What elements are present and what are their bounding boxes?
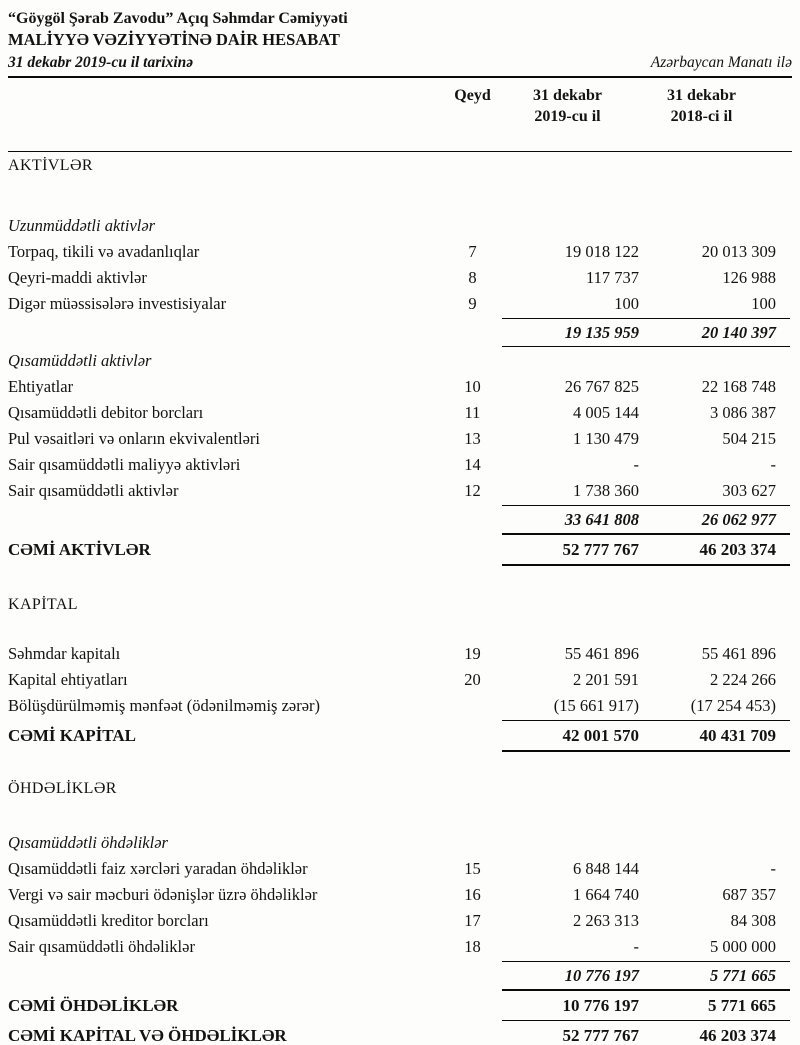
row-note: 11 bbox=[464, 403, 481, 422]
subtotal-row-current-liabilities bbox=[8, 963, 792, 988]
subtotal-value-2018: 5 771 665 bbox=[710, 966, 776, 985]
column-header-note: Qeyd bbox=[454, 87, 491, 104]
row-value-2018: (17 254 453) bbox=[690, 696, 776, 715]
total-rule bbox=[502, 533, 790, 535]
row-note: 20 bbox=[464, 670, 481, 689]
section-heading-equity: KAPİTAL bbox=[8, 596, 78, 613]
row-value-2019: 2 201 591 bbox=[573, 670, 639, 689]
section-heading-liabilities: ÖHDƏLİKLƏR bbox=[8, 780, 117, 797]
row-note: 9 bbox=[468, 294, 477, 313]
subtotal-rule bbox=[502, 961, 790, 962]
table-row bbox=[8, 908, 792, 934]
table-row bbox=[8, 374, 792, 400]
table-row bbox=[8, 882, 792, 908]
row-value-2018: 84 308 bbox=[730, 911, 776, 930]
row-note: 18 bbox=[464, 937, 481, 956]
row-value-2019: (15 661 917) bbox=[553, 696, 639, 715]
subtotal-rule bbox=[502, 720, 790, 721]
row-value-2019: 117 737 bbox=[585, 268, 639, 287]
row-value-2019: 6 848 144 bbox=[573, 859, 639, 878]
row-label: Səhmdar kapitalı bbox=[8, 644, 121, 663]
subtotal-value-2019: 10 776 197 bbox=[564, 966, 639, 985]
row-label: Qısamüddətli debitor borcları bbox=[8, 403, 204, 422]
subtotal-rule bbox=[502, 346, 790, 347]
subsection-long-term-assets: Uzunmüddətli aktivlər bbox=[8, 216, 156, 235]
column-header-2019: 31 dekabr 2019-cu il bbox=[533, 87, 602, 125]
row-label: Qeyri-maddi aktivlər bbox=[8, 268, 147, 287]
table-row bbox=[8, 400, 792, 426]
company-name: “Göygöl Şərab Zavodu” Açıq Səhmdar Cəmiyyəti bbox=[8, 10, 348, 27]
row-value-2019: 26 767 825 bbox=[564, 377, 639, 396]
total-label: CƏMİ ÖHDƏLİKLƏR bbox=[8, 996, 179, 1015]
row-label: Pul vəsaitləri və onların ekvivalentləri bbox=[8, 429, 261, 448]
total-row-assets bbox=[8, 536, 792, 563]
row-value-2018: 20 013 309 bbox=[701, 242, 776, 261]
table-row bbox=[8, 478, 792, 504]
row-value-2019: 55 461 896 bbox=[564, 644, 639, 663]
section-rule bbox=[8, 151, 792, 152]
row-label: Bölüşdürülməmiş mənfəət (ödənilməmiş zərər) bbox=[8, 696, 321, 715]
table-row bbox=[8, 641, 792, 667]
row-value-2018: 55 461 896 bbox=[701, 644, 776, 663]
row-value-2018: 3 086 387 bbox=[710, 403, 776, 422]
row-label: Sair qısamüddətli aktivlər bbox=[8, 481, 179, 500]
row-label: Vergi və sair məcburi ödənişlər üzrə öhdəliklər bbox=[8, 885, 318, 904]
total-value-2018: 40 431 709 bbox=[699, 726, 776, 745]
total-value-2019: 42 001 570 bbox=[562, 726, 639, 745]
subtotal-value-2018: 20 140 397 bbox=[701, 323, 776, 342]
column-header-2018: 31 dekabr 2018-ci il bbox=[667, 87, 736, 125]
row-note: 15 bbox=[464, 859, 481, 878]
subtotal-value-2019: 33 641 808 bbox=[564, 510, 639, 529]
row-value-2019: 2 263 313 bbox=[573, 911, 639, 930]
subtotal-row-current-assets bbox=[8, 507, 792, 532]
statement-date: 31 dekabr 2019-cu il tarixinə bbox=[8, 54, 194, 71]
table-row bbox=[8, 426, 792, 452]
date-currency-line bbox=[8, 53, 792, 76]
total-row-liabilities bbox=[8, 992, 792, 1019]
row-note: 19 bbox=[464, 644, 481, 663]
table-row bbox=[8, 265, 792, 291]
subtotal-rule bbox=[502, 318, 790, 319]
row-note: 12 bbox=[464, 481, 481, 500]
row-label: Sair qısamüddətli maliyyə aktivləri bbox=[8, 455, 241, 474]
row-note: 8 bbox=[468, 268, 477, 287]
total-rule bbox=[502, 989, 790, 991]
row-note: 13 bbox=[464, 429, 481, 448]
row-value-2019: - bbox=[633, 937, 639, 956]
total-rule bbox=[502, 564, 790, 566]
total-label: CƏMİ AKTİVLƏR bbox=[8, 540, 151, 559]
subtotal-value-2018: 26 062 977 bbox=[701, 510, 776, 529]
row-value-2019: 4 005 144 bbox=[573, 403, 639, 422]
subtotal-row-long-term-assets bbox=[8, 320, 792, 345]
total-row-equity bbox=[8, 722, 792, 749]
column-spacer bbox=[8, 85, 445, 127]
row-label: Ehtiyatlar bbox=[8, 377, 74, 396]
row-value-2018: 2 224 266 bbox=[710, 670, 776, 689]
header-rule bbox=[8, 76, 792, 78]
total-value-2018: 46 203 374 bbox=[699, 540, 776, 559]
row-note bbox=[445, 693, 500, 719]
total-value-2018: 5 771 665 bbox=[708, 996, 776, 1015]
row-note: 17 bbox=[464, 911, 481, 930]
total-label: CƏMİ KAPİTAL bbox=[8, 726, 136, 745]
table-row bbox=[8, 667, 792, 693]
row-value-2018: - bbox=[770, 455, 776, 474]
row-note: 10 bbox=[464, 377, 481, 396]
section-heading-assets: AKTİVLƏR bbox=[8, 157, 93, 174]
row-value-2018: 504 215 bbox=[722, 429, 776, 448]
grand-total-value-2019: 52 777 767 bbox=[562, 1026, 639, 1045]
row-note: 14 bbox=[464, 455, 481, 474]
row-value-2018: 687 357 bbox=[722, 885, 776, 904]
table-row bbox=[8, 239, 792, 265]
row-value-2018: 303 627 bbox=[722, 481, 776, 500]
row-value-2018: 126 988 bbox=[722, 268, 776, 287]
row-label: Torpaq, tikili və avadanlıqlar bbox=[8, 242, 200, 261]
row-label: Kapital ehtiyatları bbox=[8, 670, 128, 689]
row-value-2019: 1 664 740 bbox=[573, 885, 639, 904]
row-value-2018: 22 168 748 bbox=[701, 377, 776, 396]
total-rule bbox=[502, 750, 790, 752]
row-label: Qısamüddətli kreditor borcları bbox=[8, 911, 209, 930]
row-label: Qısamüddətli faiz xərcləri yaradan öhdəliklər bbox=[8, 859, 308, 878]
subtotal-rule bbox=[502, 505, 790, 506]
grand-total-row bbox=[8, 1022, 792, 1045]
row-value-2019: - bbox=[633, 455, 639, 474]
statement-title: MALİYYƏ VƏZİYYƏTİNƏ DAİR HESABAT bbox=[8, 30, 340, 49]
column-headers bbox=[8, 85, 792, 127]
table-row bbox=[8, 856, 792, 882]
row-value-2019: 100 bbox=[614, 294, 639, 313]
row-value-2018: 100 bbox=[751, 294, 776, 313]
row-label: Sair qısamüddətli öhdəliklər bbox=[8, 937, 195, 956]
row-value-2018: - bbox=[770, 859, 776, 878]
row-note: 7 bbox=[468, 242, 477, 261]
table-row bbox=[8, 452, 792, 478]
subtotal-value-2019: 19 135 959 bbox=[564, 323, 639, 342]
row-value-2019: 1 738 360 bbox=[573, 481, 639, 500]
subsection-current-assets: Qısamüddətli aktivlər bbox=[8, 351, 152, 370]
row-label: Digər müəssisələrə investisiyalar bbox=[8, 294, 227, 313]
table-row bbox=[8, 291, 792, 317]
total-value-2019: 52 777 767 bbox=[562, 540, 639, 559]
row-value-2019: 19 018 122 bbox=[564, 242, 639, 261]
table-row bbox=[8, 934, 792, 960]
row-note: 16 bbox=[464, 885, 481, 904]
grand-total-label: CƏMİ KAPİTAL VƏ ÖHDƏLİKLƏR bbox=[8, 1026, 287, 1045]
row-value-2019: 1 130 479 bbox=[573, 429, 639, 448]
subsection-current-liabilities: Qısamüddətli öhdəliklər bbox=[8, 833, 168, 852]
subtotal-rule bbox=[502, 1020, 790, 1021]
grand-total-value-2018: 46 203 374 bbox=[699, 1026, 776, 1045]
currency-note: Azərbaycan Manatı ilə bbox=[650, 54, 792, 71]
table-row bbox=[8, 693, 792, 719]
total-value-2019: 10 776 197 bbox=[562, 996, 639, 1015]
row-value-2018: 5 000 000 bbox=[710, 937, 776, 956]
